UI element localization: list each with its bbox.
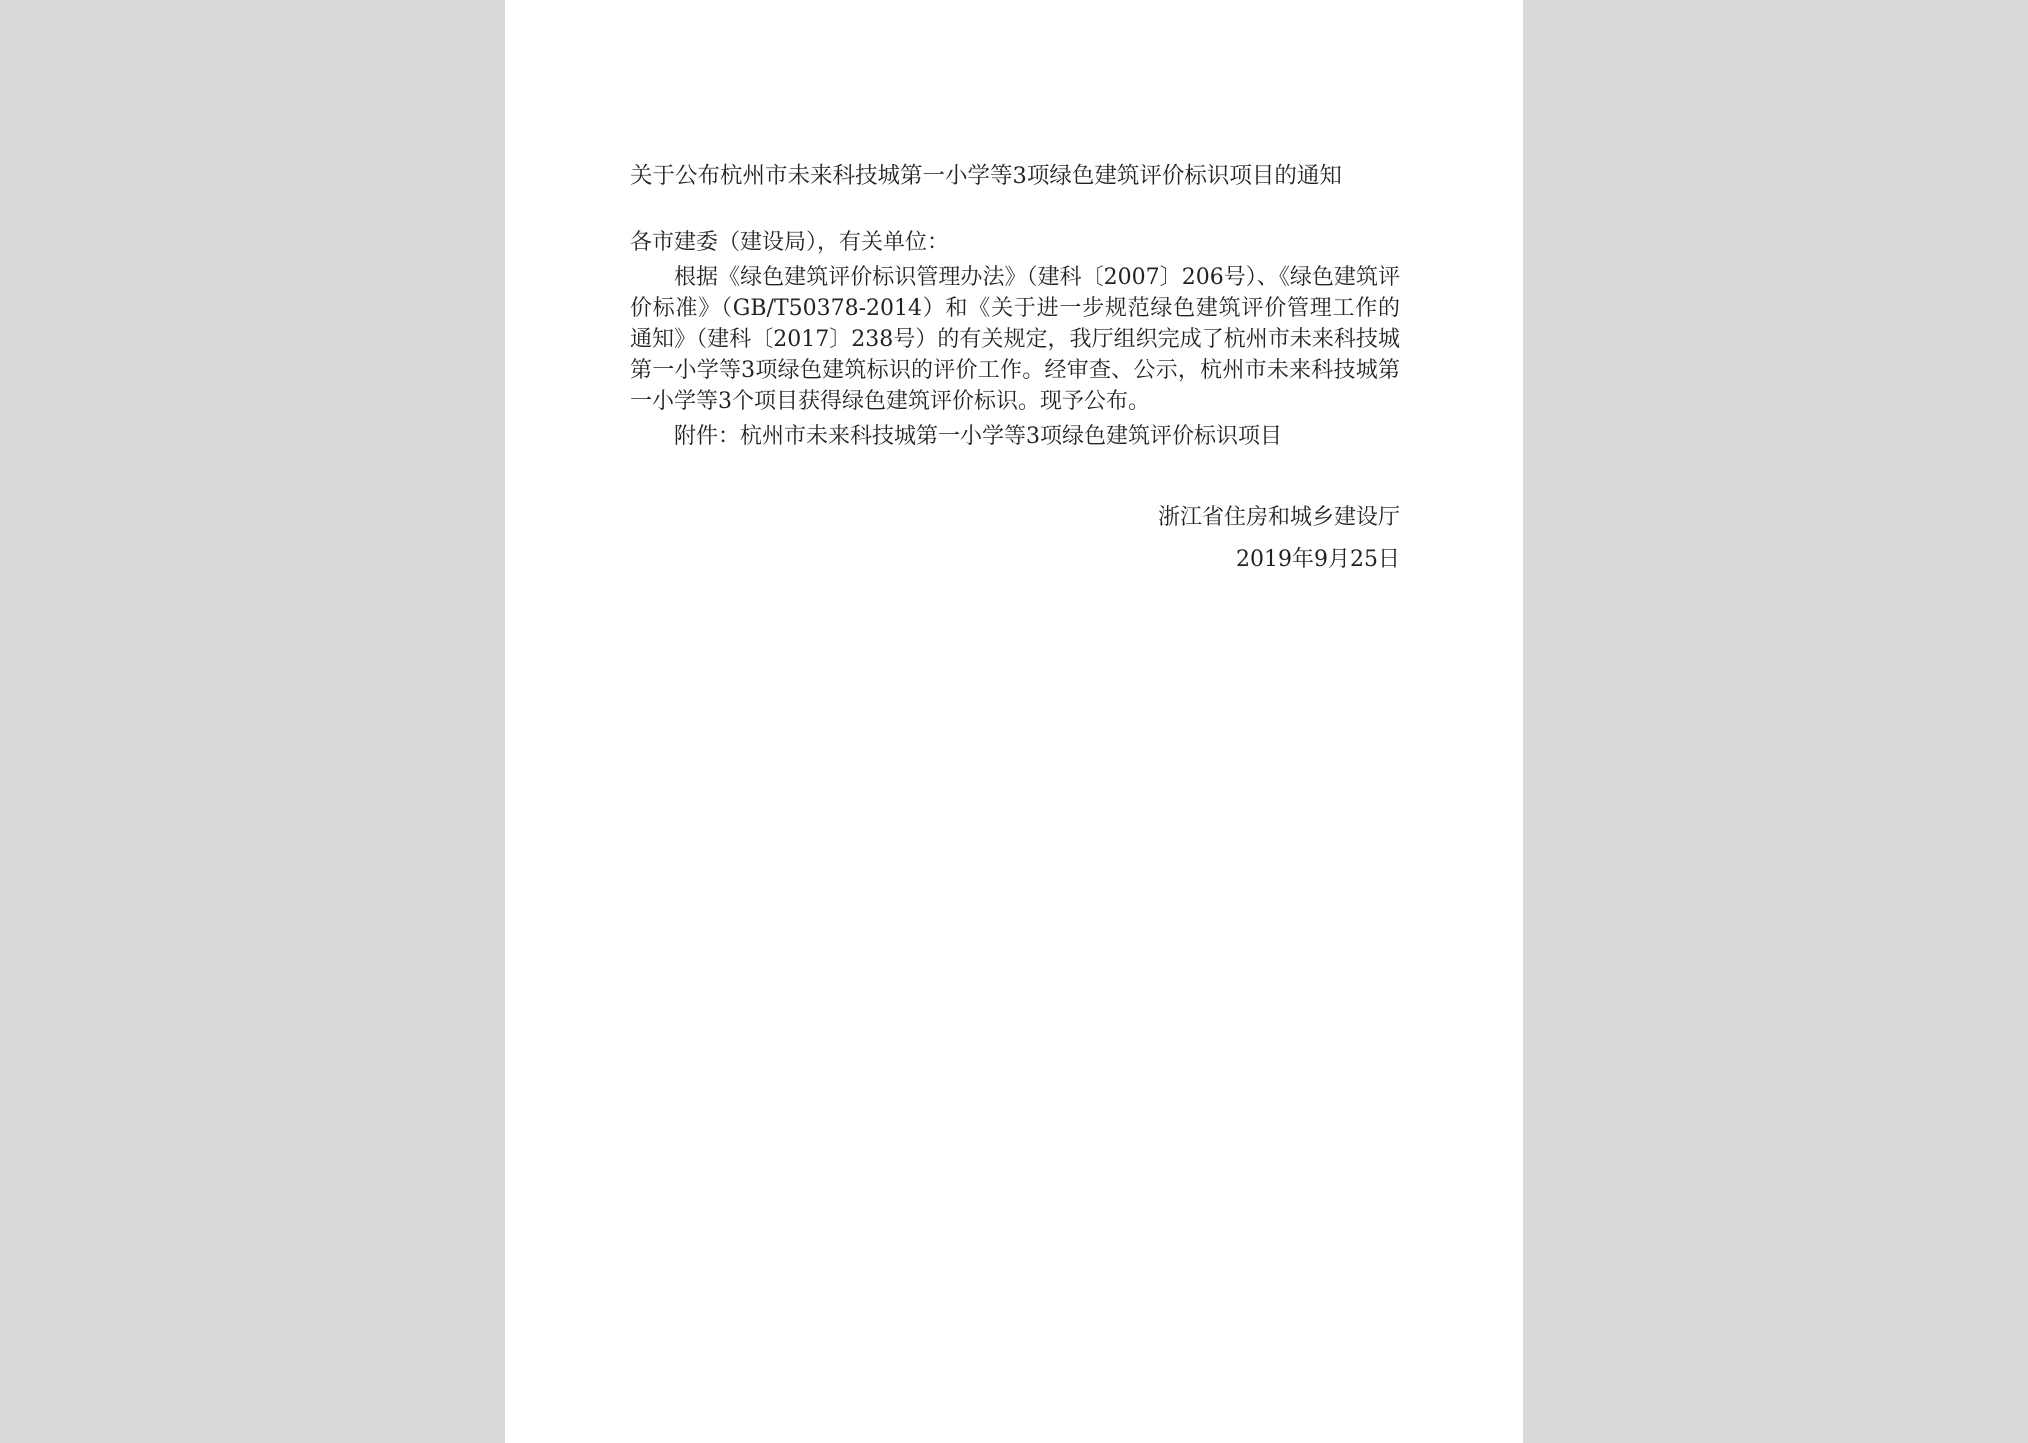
issuer-name: 浙江省住房和城乡建设厅 — [1157, 505, 1400, 530]
document-body — [630, 155, 1400, 581]
attachment-line: 附件：杭州市未来科技城第一小学等3项绿色建筑评价标识项目 — [674, 424, 1282, 449]
body-paragraph: 根据《绿色建筑评价标识管理办法》（建科〔2007〕206号）、《绿色建筑评价标准》（GB/T50378-2014）和《关于进一步规范绿色建筑评价管理工作的通知》（建科〔2017〕238号）的有关规定，我厅组织完成了杭州市未来科技城第一小学等3项绿色建筑标识的评价工作。经审查、公示，杭州市未来科技城第一小学等3个项目获得绿色建筑评价标识。现予公布。 — [630, 265, 1400, 414]
issue-date: 2019年9月25日 — [1236, 547, 1400, 572]
salutation: 各市建委（建设局），有关单位： — [630, 230, 950, 255]
document-page — [505, 0, 1523, 1443]
document-title: 关于公布杭州市未来科技城第一小学等3项绿色建筑评价标识项目的通知 — [630, 163, 1342, 189]
signature-block — [630, 497, 1400, 581]
